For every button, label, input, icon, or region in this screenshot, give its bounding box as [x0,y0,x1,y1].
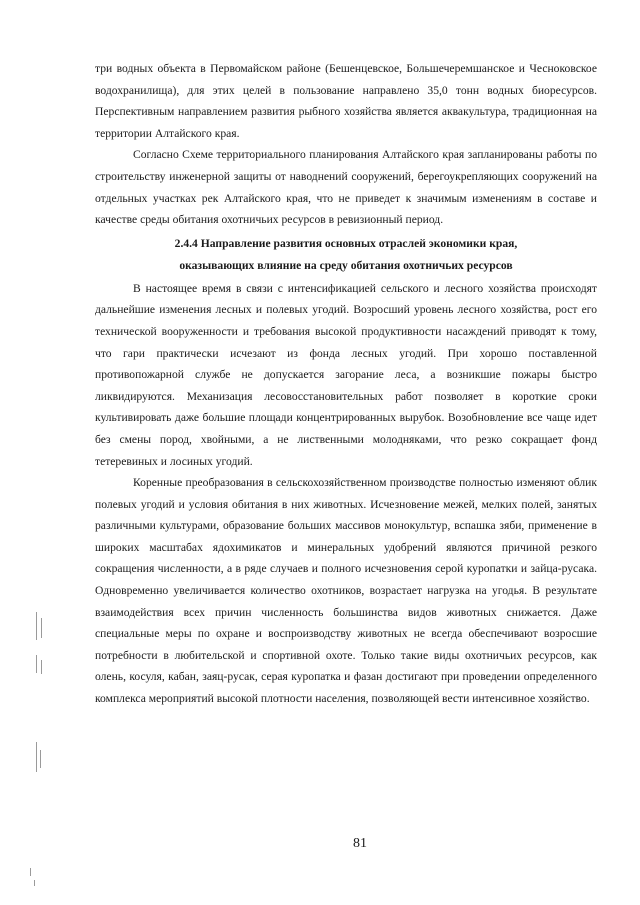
scan-mark [40,750,41,768]
section-heading-line-1: 2.4.4 Направление развития основных отраслей экономики края, [174,236,518,250]
scan-mark [30,868,31,876]
page-body [95,58,597,710]
paragraph-territorial-planning: Согласно Схеме территориального планирования Алтайского края запланированы работы по строительству инженерной защиты от наводнений сооружений, берегоукрепляющих сооружений на отдельных участках рек Алтайского края, что не приведет к значимым изменениям в составе и качестве среды обитания охотничьих ресурсов в ревизионный период. [95,148,597,227]
scan-mark [36,612,37,640]
paragraph-forestry: В настоящее время в связи с интенсификацией сельского и лесного хозяйства происходят дальнейшие изменения лесных и полевых угодий. Возросший уровень лесного хозяйства, рост его технической вооруженности и требования высокой продуктивности насаждений приводят к тому, что гари практически исчезают из фонда лесных угодий. При хорошо поставленной противопожарной службе не допускается загорание леса, а возникшие пожары быстро ликвидируются. Механизация лесовосстановительных работ позволяет в короткие сроки культивировать даже большие площади концентрированных вырубок. Возобновление все чаще идет без смены пород, хвойными, а не лиственными молодняками, что резко сокращает фонд тетеревиных и лосиных угодий. [95,281,597,468]
scan-mark [41,618,42,638]
scan-mark [36,655,37,673]
scan-mark [36,742,37,772]
scan-mark [34,880,35,886]
paragraph-water-objects: три водных объекта в Первомайском районе (Бешенцевское, Большечеремшанское и Чесноковское водохранилища), для этих целей в пользование направлено 35,0 тонн водных биоресурсов. Перспективным направлением развития рыбного хозяйства является аквакультура, традиционная на территории Алтайского края. [95,62,597,140]
page-number: 81 [353,836,367,851]
section-heading [95,233,597,278]
section-heading-line-2: оказывающих влияние на среду обитания охотничьих ресурсов [179,259,513,273]
paragraph-agriculture: Коренные преобразования в сельскохозяйственном производстве полностью изменяют облик полевых угодий и условия обитания в них животных. Исчезновение межей, мелких полей, занятых различными культурами, образование больших массивов монокультур, вспашка зяби, применение в широких масштабах ядохимикатов и минеральных удобрений являются причиной резкого сокращения численности, а в ряде случаев и полного исчезновения серой куропатки и зайца-русака. Одновременно увеличивается количество охотников, возрастает нагрузка на угодья. В результате взаимодействия всех причин численность большинства видов животных снижается. Даже специальные меры по охране и воспроизводству животных не всегда обеспечивают возросшие потребности в любительской и спортивной охоте. Только такие виды охотничьих ресурсов, как олень, косуля, кабан, заяц-русак, серая куропатка и фазан достигают при проведении определенного комплекса мероприятий высокой плотности населения, позволяющей вести интенсивное хозяйство. [95,476,597,706]
scan-mark [41,660,42,674]
